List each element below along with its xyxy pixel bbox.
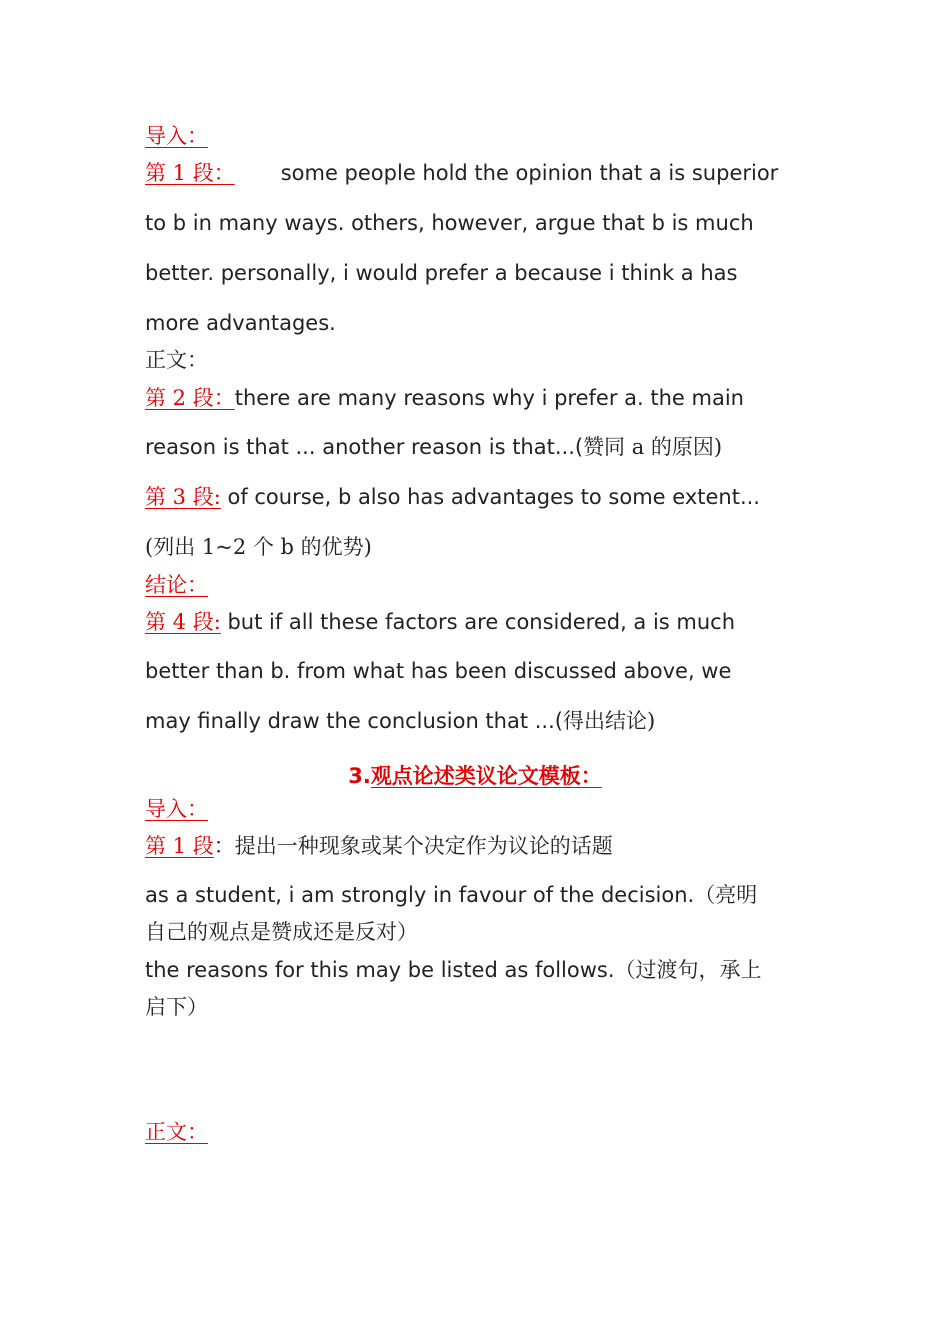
section3-title <box>0 760 950 790</box>
para1-line4: more advantages. <box>145 311 336 335</box>
para3-line2: (列出 1~2 个 b 的优势) <box>145 535 372 559</box>
para1-line2: to b in many ways. others, however, argue that b is much <box>145 211 754 235</box>
para4-label: 第 4 段: <box>145 610 221 634</box>
para3-text-1: of course, b also has advantages to some extent... <box>220 485 760 509</box>
sentence2-note-b: 启下） <box>145 995 208 1019</box>
para4-text-1: but if all these factors are considered, a is much <box>220 610 736 634</box>
para2-text-2: reason is that ... another reason is that...( <box>145 435 584 459</box>
section3-para1-label: 第 1 段 <box>145 834 214 858</box>
para1-line1 <box>145 163 778 184</box>
para1-line3: better. personally, i would prefer a because i think a has <box>145 261 738 285</box>
para4-text-3: may finally draw the conclusion that ...( <box>145 709 563 733</box>
para1-label: 第 1 段： <box>145 161 235 185</box>
sentence2-note-a: （过渡句，承上 <box>614 958 762 982</box>
section3-title-text: 观点论述类议论文模板： <box>370 764 602 788</box>
sentence1-line1 <box>145 885 757 906</box>
section3-number: 3. <box>348 764 371 788</box>
intro-heading: 导入： <box>145 124 208 148</box>
para4-line3 <box>145 711 655 732</box>
sentence1-note-b: 自己的观点是赞成还是反对） <box>145 920 418 944</box>
para4-note: 得出结论) <box>562 709 656 733</box>
body-heading: 正文： <box>145 348 208 372</box>
para2-line1 <box>145 388 744 409</box>
section3-para1-line <box>145 836 613 857</box>
para4-line2: better than b. from what has been discussed above, we <box>145 659 732 683</box>
section3-para1-text: ：提出一种现象或某个决定作为议论的话题 <box>213 834 613 858</box>
para3-label: 第 3 段: <box>145 485 221 509</box>
para2-line2 <box>145 437 722 458</box>
section3-intro-heading: 导入： <box>145 797 208 821</box>
para2-note: 赞同 a 的原因) <box>583 435 723 459</box>
sentence1-note-a: （亮明 <box>694 883 758 907</box>
para2-text-1: there are many reasons why i prefer a. the main <box>234 386 744 410</box>
sentence1: as a student, i am strongly in favour of the decision. <box>145 883 695 907</box>
para1-text-1: some people hold the opinion that a is superior <box>280 161 779 185</box>
sentence2: the reasons for this may be listed as follows. <box>145 958 615 982</box>
conclusion-heading: 结论： <box>145 573 208 597</box>
para2-label: 第 2 段： <box>145 386 235 410</box>
para3-line1 <box>145 487 760 508</box>
section3-body-heading: 正文： <box>145 1120 208 1144</box>
para4-line1 <box>145 612 735 633</box>
sentence2-line1 <box>145 960 762 981</box>
